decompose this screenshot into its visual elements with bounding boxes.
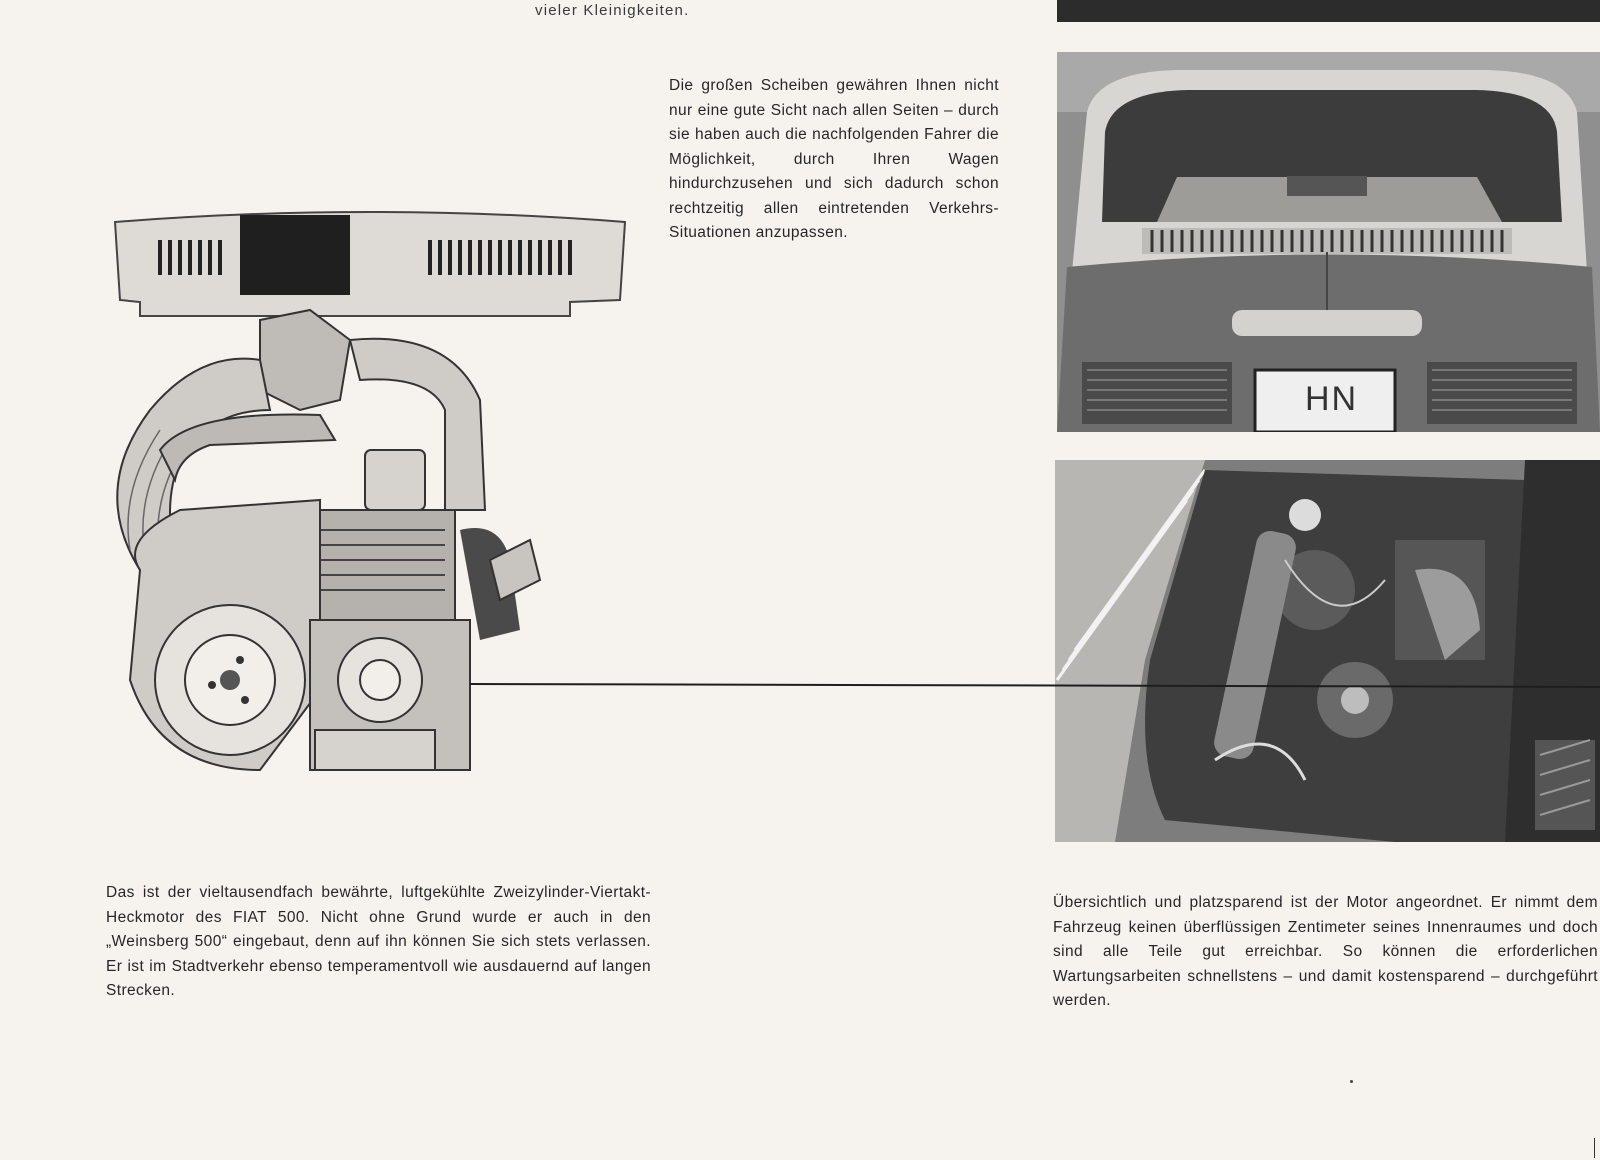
photo-top-strip [1057, 0, 1600, 22]
continued-text: vieler Kleinigkeiten. [535, 2, 690, 19]
tick-mark [1350, 1080, 1353, 1083]
engine-paragraph: Das ist der vieltausendfach bewährte, luftgekühlte Zweizylinder-Viertakt-Heckmotor des FIAT 500. Nicht ohne Grund wurde er auch in den „Weinsberg 500“ eingebaut, denn auf ihn können Sie sich stets verlassen. Er ist im Stadtverkehr ebenso temperamentvoll wie ausdauernd auf langen Strecken. [106, 884, 651, 999]
windows-paragraph: Die großen Scheiben gewähren Ihnen nicht nur eine gute Sicht nach allen Seiten – durch sie haben auch die nachfolgenden Fahrer die Möglichkeit, durch Ihren Wagen hindurchzusehen und sich dadurch schon rechtzeitig allen eintretenden Verkehrs-Situationen anzupassen. [669, 77, 999, 241]
engine-cutaway-illustration [100, 210, 640, 800]
corner-mark [1594, 1138, 1595, 1158]
layout-paragraph: Übersichtlich und platzsparend ist der Motor angeordnet. Er nimmt dem Fahrzeug keinen überflüssigen Zentimeter seines Innenraumes und doch sind alle Teile gut erreichbar. So können die erforderlichen Wartungsarbeiten schnellstens – und damit kostensparend – durchgeführt werden. [1053, 894, 1598, 1009]
rear-view-photo [1057, 52, 1600, 432]
engine-bay-photo [1055, 460, 1600, 842]
license-plate-text: HN [1305, 380, 1359, 418]
